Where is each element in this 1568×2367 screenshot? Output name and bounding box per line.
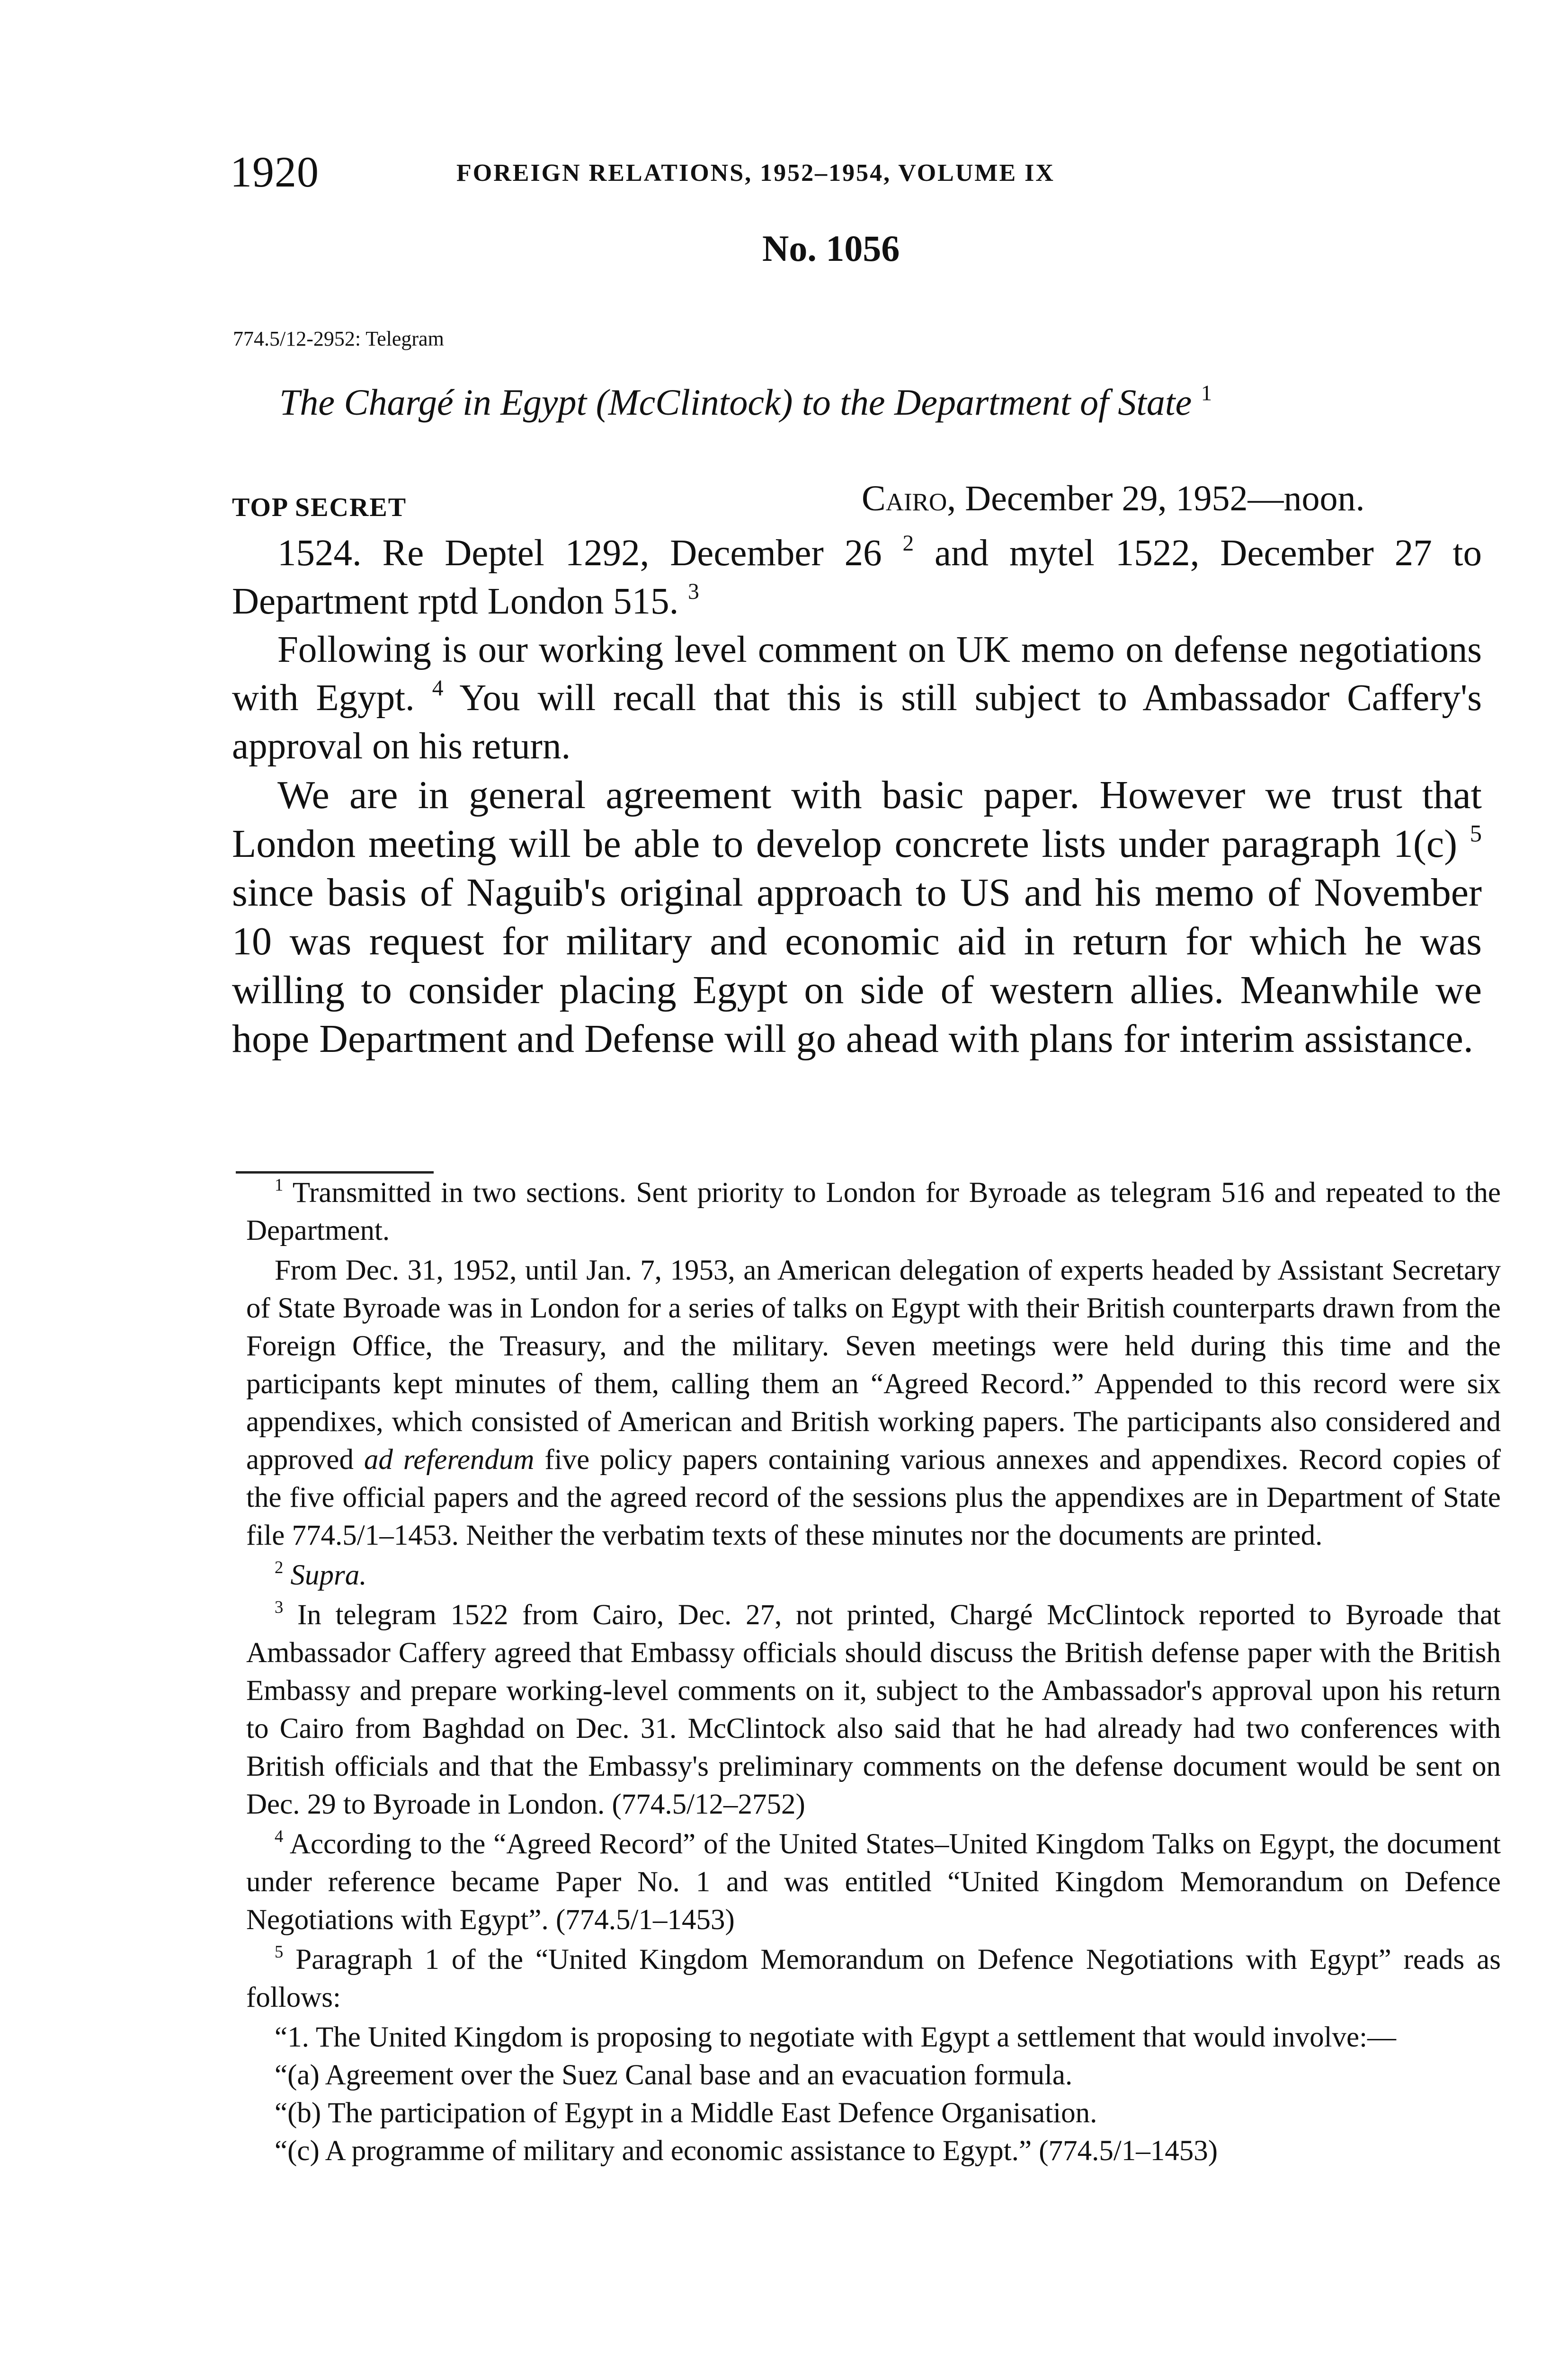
footnotes <box>246 1174 1501 2170</box>
body-paragraph-3 <box>232 771 1482 1063</box>
footnote-1-continuation <box>246 1252 1501 1555</box>
file-reference: 774.5/12-2952: Telegram <box>233 327 444 350</box>
footnote-3-marker: 3 <box>275 1597 284 1617</box>
footnote-2-marker: 2 <box>275 1557 284 1577</box>
page-header <box>230 147 1272 204</box>
telegram-body <box>232 529 1482 1063</box>
body-paragraph-1-text-a: 1524. Re Deptel 1292, December 26 <box>277 533 882 574</box>
footnote-ref-1: 1 <box>1201 381 1212 406</box>
footnote-1 <box>246 1174 1501 1250</box>
dateline <box>862 478 1365 519</box>
footnote-1-continuation-text-b: five policy papers containing various annexes and appendixes. Record copies of the five official papers and the agreed record of the sessions plus the appendixes are in Department of State file 774.5/1–1453. Neither the verbatim texts of these minutes nor the documents are printed. <box>246 1444 1501 1551</box>
footnote-ref-3: 3 <box>688 579 699 605</box>
footnote-4-marker: 4 <box>275 1826 284 1846</box>
body-paragraph-1 <box>232 529 1482 626</box>
footnote-5-quote-b: “(b) The participation of Egypt in a Middle East Defence Organisation. <box>275 2097 1097 2129</box>
footnote-divider <box>236 1171 434 1174</box>
footnote-ref-5: 5 <box>1470 820 1482 847</box>
footnote-5-quote-a: “(a) Agreement over the Suez Canal base and an evacuation formula. <box>275 2059 1073 2091</box>
footnote-5-quote-intro: “1. The United Kingdom is proposing to negotiate with Egypt a settlement that would involve:— <box>275 2021 1397 2053</box>
body-paragraph-3-text-b: since basis of Naguib's original approach to US and his memo of November 10 was request for military and economic aid in return for which he was willing to consider placing Egypt on side of western allies. Meanwhile we hope Department and Defense will go ahead with plans for interim assistance. <box>232 871 1482 1061</box>
footnote-4-text: According to the “Agreed Record” of the United States–United Kingdom Talks on Egypt, the document under reference became Paper No. 1 and was entitled “United Kingdom Memorandum on Defence Negotiations with Egypt”. (774.5/1–1453) <box>246 1828 1501 1936</box>
footnote-4 <box>246 1825 1501 1939</box>
footnote-1-text: Transmitted in two sections. Sent priority to London for Byroade as telegram 516 and repeated to the Department. <box>246 1177 1501 1246</box>
footnote-1-continuation-italic: ad referendum <box>364 1444 535 1476</box>
body-paragraph-1-text-b: and mytel 1522, December 27 to Department rptd London 515. <box>232 533 1482 622</box>
body-paragraph-2-text-a: Following is our working level comment on UK memo on defense negotiations with Egypt. <box>232 629 1482 719</box>
footnote-5-marker: 5 <box>275 1942 284 1962</box>
document-number: No. 1056 <box>762 228 900 269</box>
footnote-ref-2: 2 <box>902 531 914 556</box>
footnote-1-marker: 1 <box>275 1175 284 1195</box>
footnote-2-text: Supra. <box>290 1559 367 1591</box>
footnote-1-continuation-text-a: From Dec. 31, 1952, until Jan. 7, 1953, an American delegation of experts headed by Assistant Secretary of State Byroade was in London for a series of talks on Egypt with their British counterparts drawn from the Foreign Office, the Treasury, and the military. Seven meetings were held during this time and the participants kept minutes of them, calling them an “Agreed Record.” Appended to this record were six appendixes, which consisted of American and British working papers. The participants also considered and approved <box>246 1255 1501 1476</box>
body-paragraph-2-text-b: You will recall that this is still subject to Ambassador Caffery's approval on his return. <box>232 677 1482 767</box>
dateline-place: Cairo, <box>862 479 956 518</box>
document-title <box>279 381 1212 424</box>
page-number: 1920 <box>230 148 319 196</box>
body-paragraph-2 <box>232 626 1482 771</box>
footnote-3 <box>246 1596 1501 1824</box>
dateline-date: December 29, 1952—noon. <box>965 479 1365 518</box>
document-title-text: The Chargé in Egypt (McClintock) to the Department of State <box>279 382 1192 423</box>
footnote-ref-4: 4 <box>432 676 444 701</box>
footnote-5-text: Paragraph 1 of the “United Kingdom Memorandum on Defence Negotiations with Egypt” reads as follows: <box>246 1944 1501 2013</box>
body-paragraph-3-text-a: We are in general agreement with basic paper. However we trust that London meeting will be able to develop concrete lists under paragraph 1(c) <box>232 773 1482 866</box>
classification-label: TOP SECRET <box>232 493 407 522</box>
footnote-3-text: In telegram 1522 from Cairo, Dec. 27, not printed, Chargé McClintock reported to Byroade that Ambassador Caffery agreed that Embassy officials should discuss the British defense paper with the British Embassy and prepare working-level comments on it, subject to the Ambassador's approval upon his return to Cairo from Baghdad on Dec. 31. McClintock also said that he had already had two conferences with British officials and that the Embassy's preliminary comments on the defense document would be sent on Dec. 29 to Byroade in London. (774.5/12–2752) <box>246 1599 1501 1820</box>
footnote-5 <box>246 1941 1501 2017</box>
footnote-5-quote-c: “(c) A programme of military and economic assistance to Egypt.” (774.5/1–1453) <box>275 2135 1218 2167</box>
running-title: FOREIGN RELATIONS, 1952–1954, VOLUME IX <box>456 160 1055 187</box>
footnote-2 <box>246 1557 1501 1594</box>
